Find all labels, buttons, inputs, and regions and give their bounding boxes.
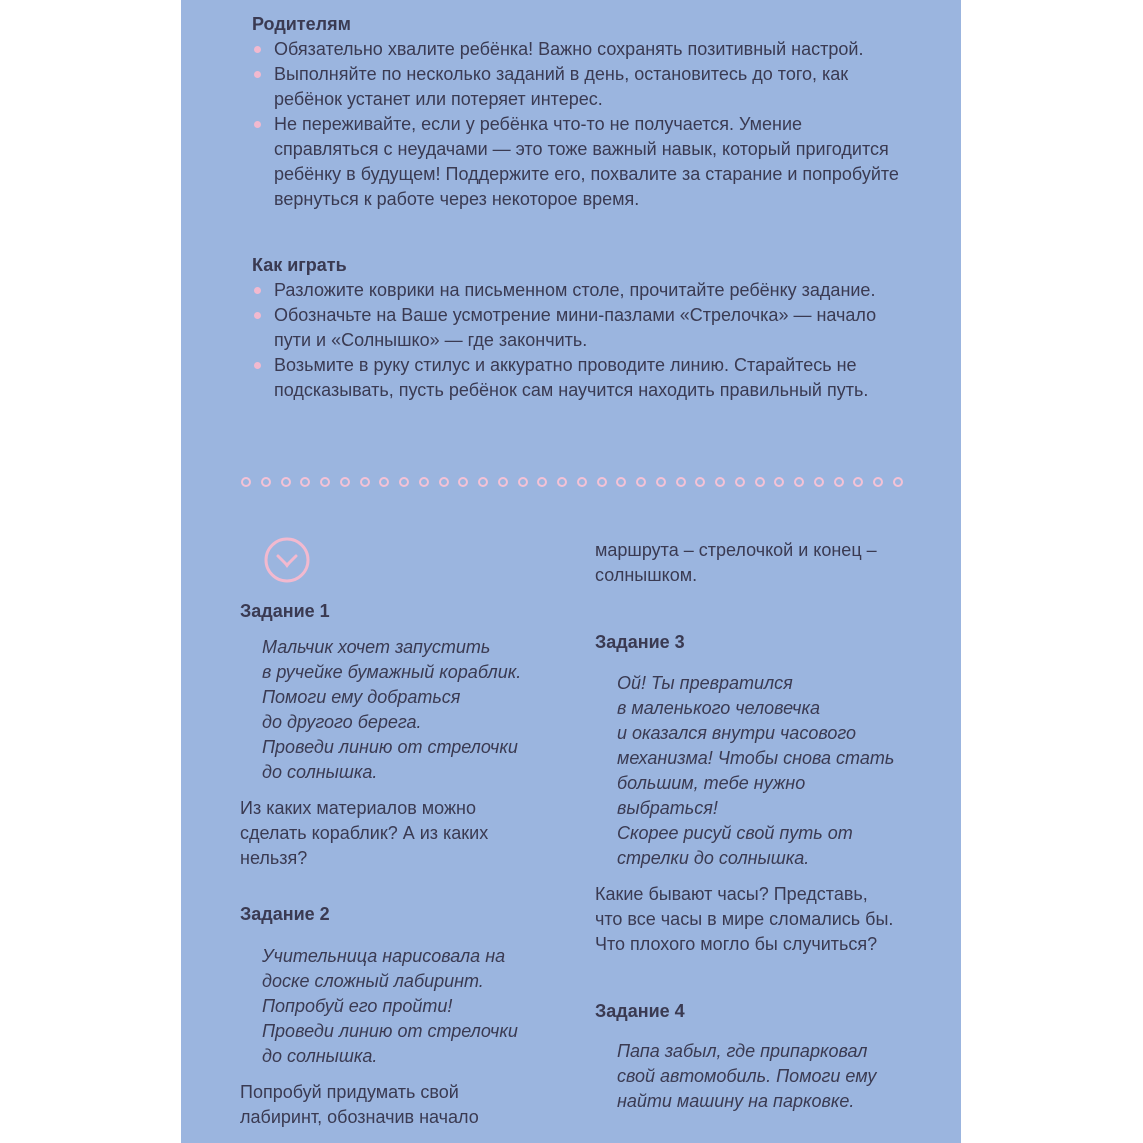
bullet-dot-icon xyxy=(254,121,261,128)
task-1-question: Из каких материалов можно сделать кораблик? А из каких нельзя? xyxy=(240,798,489,868)
task-4-poem: Папа забыл, где припарковал свой автомобиль. Помоги ему найти машину на парковке. xyxy=(617,1041,877,1111)
task-2-title: Задание 2 xyxy=(240,904,330,924)
booklet-page xyxy=(181,0,961,1143)
chevron-down-circle-icon xyxy=(264,537,310,583)
task-2-poem: Учительница нарисовала на доске сложный лабиринт. Попробуй его пройти! Проведи линию от стрелочки до солнышка. xyxy=(262,946,518,1066)
list-item: Обязательно хвалите ребёнка! Важно сохранять позитивный настрой. xyxy=(252,37,902,62)
task-3-question: Какие бывают часы? Представь, что все часы в мире сломались бы. Что плохого могло бы случиться? xyxy=(595,884,894,954)
bullet-dot-icon xyxy=(254,46,261,53)
parents-list xyxy=(252,37,902,212)
list-item: Возьмите в руку стилус и аккуратно проводите линию. Старайтесь не подсказывать, пусть ребёнок сам научится находить правильный путь. xyxy=(252,353,902,403)
task-3-title: Задание 3 xyxy=(595,632,685,652)
task-2-question: Попробуй придумать свой лабиринт, обозначив начало xyxy=(240,1082,479,1127)
task-3-poem: Ой! Ты превратился в маленького человечка и оказался внутри часового механизма! Чтобы снова стать большим, тебе нужно выбраться! Скорее рисуй свой путь от стрелки до солнышка. xyxy=(617,673,895,868)
tasks-left-column xyxy=(240,599,570,1130)
bullet-dot-icon xyxy=(254,287,261,294)
list-item: Не переживайте, если у ребёнка что-то не получается. Умение справляться с неудачами — это тоже важный навык, который пригодится ребёнку в будущем! Поддержите его, похвалите за старание и попробуйте вернуться к работе через некоторое время. xyxy=(252,112,902,212)
howto-list xyxy=(252,278,902,403)
parents-heading: Родителям xyxy=(252,14,351,34)
list-item: Обозначьте на Ваше усмотрение мини-пазлами «Стрелочка» — начало пути и «Солнышко» — где закончить. xyxy=(252,303,902,353)
bullet-dot-icon xyxy=(254,312,261,319)
list-item: Разложите коврики на письменном столе, прочитайте ребёнку задание. xyxy=(252,278,902,303)
list-item: Выполняйте по несколько заданий в день, остановитесь до того, как ребёнок устанет или потеряет интерес. xyxy=(252,62,902,112)
howto-heading: Как играть xyxy=(252,255,347,275)
dotted-divider xyxy=(241,477,903,489)
bullet-dot-icon xyxy=(254,71,261,78)
tasks-right-column xyxy=(595,538,945,1114)
task-2-question-continued: маршрута – стрелочкой и конец – солнышком. xyxy=(595,540,877,585)
bullet-dot-icon xyxy=(254,362,261,369)
task-1-poem: Мальчик хочет запустить в ручейке бумажный кораблик. Помоги ему добраться до другого берега. Проведи линию от стрелочки до солнышка. xyxy=(262,637,522,782)
task-4-title: Задание 4 xyxy=(595,1001,685,1021)
task-1-title: Задание 1 xyxy=(240,601,330,621)
